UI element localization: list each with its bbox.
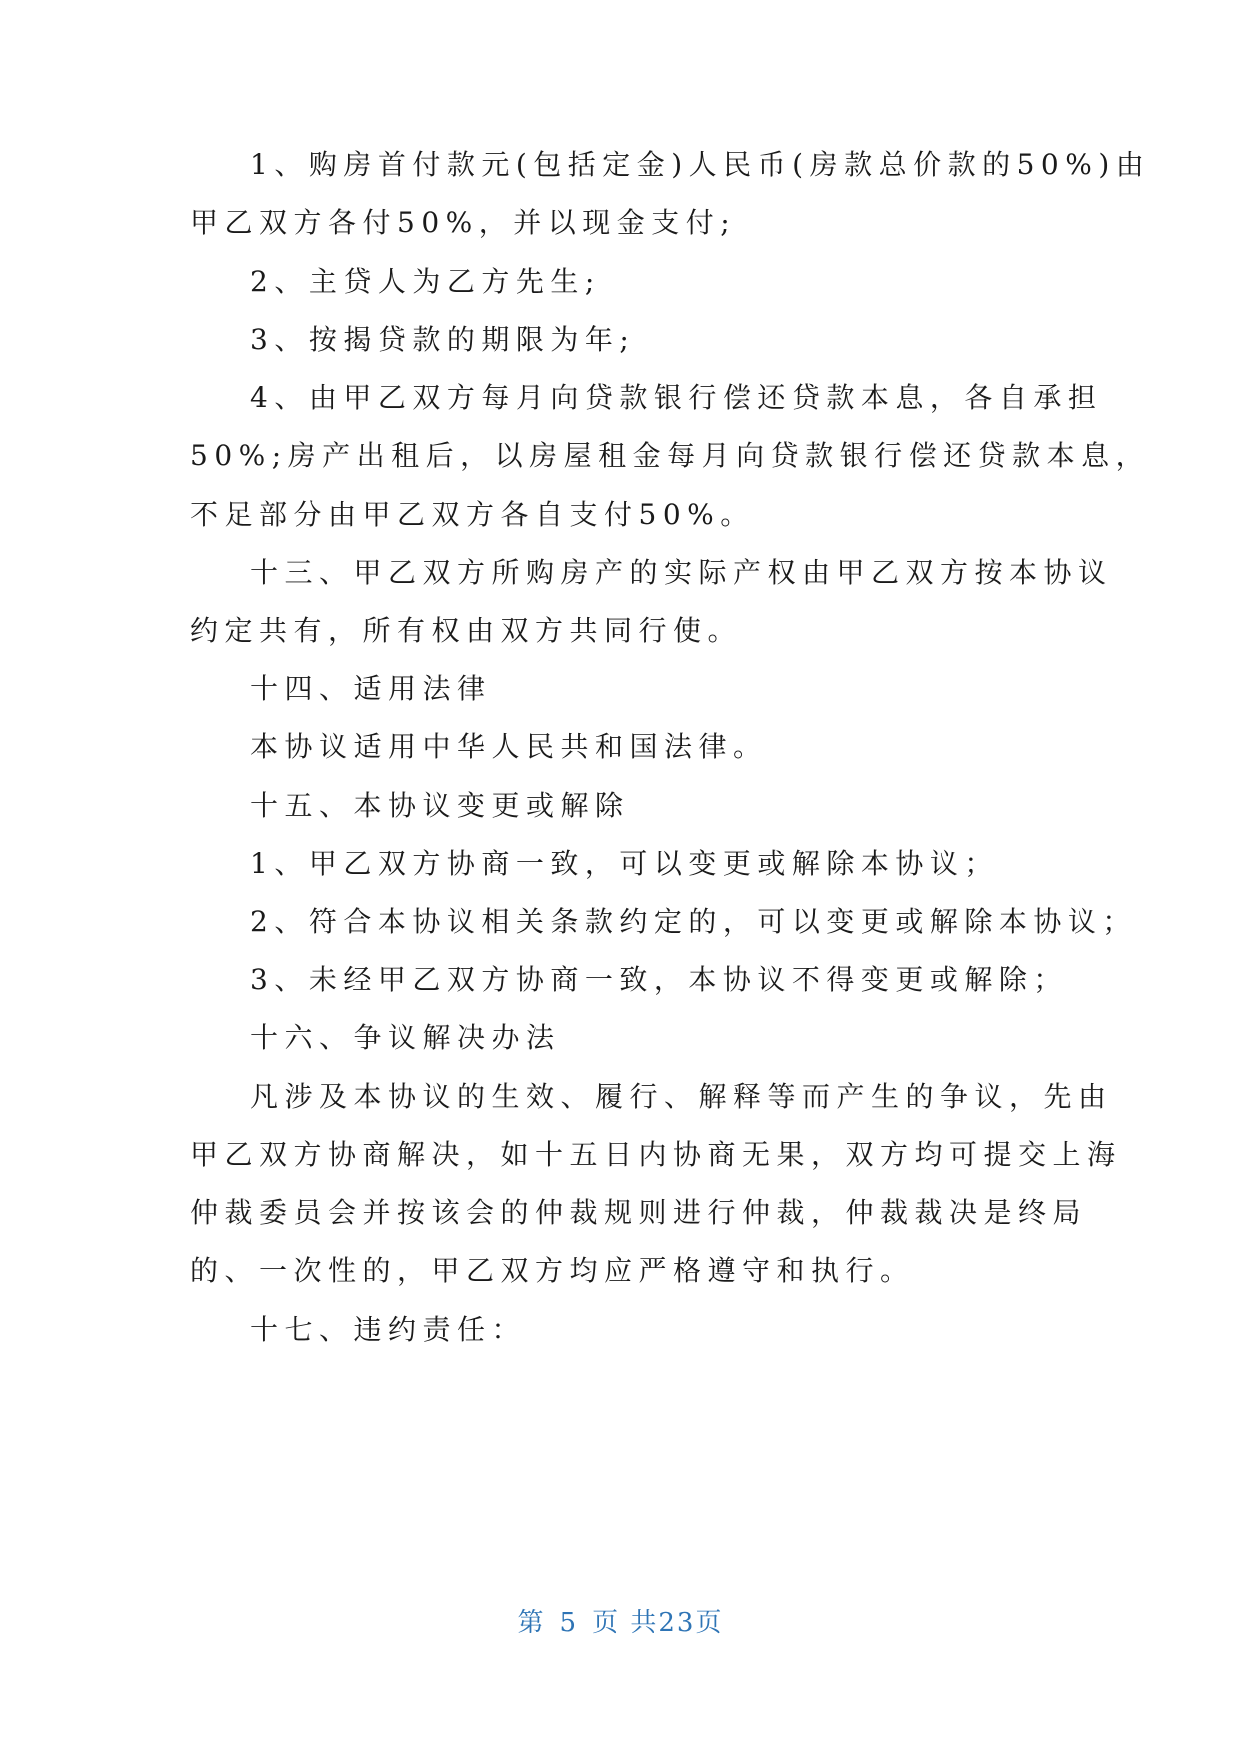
- page-footer: [0, 1606, 1241, 1640]
- footer-prefix: 第: [517, 1608, 546, 1638]
- paragraph-line: 1、甲乙双方协商一致，可以变更或解除本协议；: [250, 847, 999, 880]
- footer-middle: 页 共: [592, 1608, 659, 1638]
- paragraph-line: 的、一次性的，甲乙双方均应严格遵守和执行。: [190, 1254, 915, 1287]
- paragraph-line: 约定共有，所有权由双方共同行使。: [190, 614, 743, 647]
- paragraph-line: 不足部分由甲乙双方各自支付50%。: [190, 498, 755, 531]
- paragraph-line: 甲乙双方各付50%，并以现金支付;: [190, 206, 737, 239]
- paragraph-line: 3、按揭贷款的期限为年;: [250, 323, 636, 356]
- paragraph-line: 甲乙双方协商解决，如十五日内协商无果，双方均可提交上海: [190, 1138, 1122, 1171]
- section-heading: 十六、争议解决办法: [250, 1021, 561, 1054]
- paragraph-line: 3、未经甲乙双方协商一致，本协议不得变更或解除；: [250, 963, 1068, 996]
- paragraph-line: 仲裁委员会并按该会的仲裁规则进行仲裁，仲裁裁决是终局: [190, 1196, 1088, 1229]
- section-heading: 十七、违约责任：: [250, 1313, 527, 1346]
- section-heading: 十四、适用法律: [250, 672, 492, 705]
- paragraph-line: 凡涉及本协议的生效、履行、解释等而产生的争议，先由: [250, 1080, 1113, 1113]
- paragraph-line: 十三、甲乙双方所购房产的实际产权由甲乙双方按本协议: [250, 556, 1113, 589]
- footer-suffix: 页: [695, 1608, 724, 1638]
- paragraph-line: 本协议适用中华人民共和国法律。: [250, 730, 768, 763]
- section-heading: 十五、本协议变更或解除: [250, 789, 630, 822]
- paragraph-line: 50%;房产出租后，以房屋租金每月向贷款银行偿还贷款本息，: [190, 439, 1151, 472]
- paragraph-line: 2、符合本协议相关条款约定的，可以变更或解除本协议；: [250, 905, 1137, 938]
- total-pages-number: 23: [658, 1608, 696, 1638]
- paragraph-line: 2、主贷人为乙方先生;: [250, 265, 601, 298]
- paragraph-line: 1、购房首付款元(包括定金)人民币(房款总价款的50%)由: [250, 148, 1151, 181]
- current-page-number: 5: [559, 1608, 579, 1638]
- paragraph-line: 4、由甲乙双方每月向贷款银行偿还贷款本息，各自承担: [250, 381, 1103, 414]
